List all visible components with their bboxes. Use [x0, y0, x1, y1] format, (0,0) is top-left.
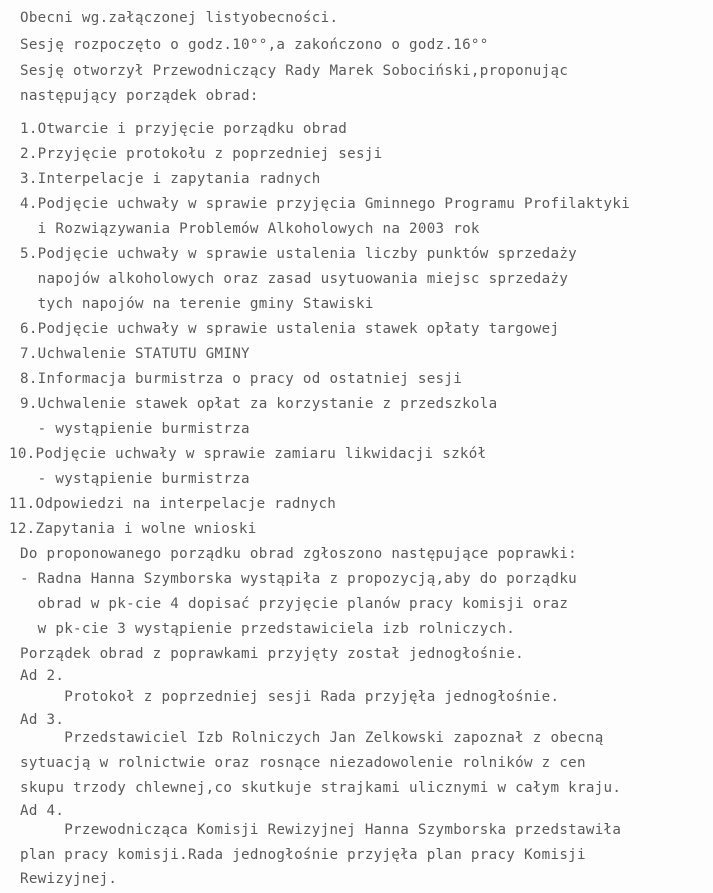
section-heading: Ad 4. — [20, 803, 65, 819]
agenda-item: 12.Zapytania i wolne wnioski — [9, 521, 257, 537]
text-line: Sesję rozpoczęto o godz.10°°,a zakończono o godz.16°° — [20, 37, 489, 53]
text-line: Przewodnicząca Komisji Rewizyjnej Hanna Szymborska przedstawiła — [20, 822, 622, 838]
text-line: skupu trzody chlewnej,co skutkuje strajkami ulicznymi w całym kraju. — [20, 780, 622, 796]
agenda-item: 10.Podjęcie uchwały w sprawie zamiaru likwidacji szkół — [9, 446, 487, 462]
agenda-item: tych napojów na terenie gminy Stawiski — [20, 296, 374, 312]
agenda-item: 6.Podjęcie uchwały w sprawie ustalenia stawek opłaty targowej — [20, 321, 560, 337]
text-line: - Radna Hanna Szymborska wystąpiła z propozycją,aby do porządku — [20, 571, 578, 587]
text-line: sytuacją w rolnictwie oraz rosnące niezadowolenie rolników z cen — [20, 755, 586, 771]
text-line: Przedstawiciel Izb Rolniczych Jan Zelkowski zapoznał z obecną — [20, 730, 604, 746]
section-heading: Ad 2. — [20, 668, 65, 684]
text-line: Protokoł z poprzedniej sesji Rada przyjęła jednogłośnie. — [20, 689, 560, 705]
agenda-item: 1.Otwarcie i przyjęcie porządku obrad — [20, 121, 348, 137]
agenda-item: 8.Informacja burmistrza o pracy od ostatniej sesji — [20, 371, 463, 387]
agenda-item: 11.Odpowiedzi na interpelacje radnych — [9, 496, 337, 512]
text-line: Porządek obrad z poprawkami przyjęty został jednogłośnie. — [20, 646, 524, 662]
agenda-item: 5.Podjęcie uchwały w sprawie ustalenia liczby punktów sprzedaży — [20, 246, 578, 262]
text-line: następujący porządek obrad: — [20, 88, 259, 104]
text-line: Sesję otworzył Przewodniczący Rady Marek Sobociński,proponując — [20, 63, 569, 79]
text-line: Do proponowanego porządku obrad zgłoszono następujące poprawki: — [20, 546, 578, 562]
agenda-item: 9.Uchwalenie stawek opłat za korzystanie z przedszkola — [20, 396, 498, 412]
text-line: Obecni wg.załączonej listyobecności. — [20, 10, 339, 26]
agenda-item: 3.Interpelacje i zapytania radnych — [20, 171, 321, 187]
section-heading: Ad 3. — [20, 712, 65, 728]
agenda-item: napojów alkoholowych oraz zasad usytuowania miejsc sprzedaży — [20, 271, 569, 287]
agenda-item: 7.Uchwalenie STATUTU GMINY — [20, 346, 250, 362]
agenda-item: 4.Podjęcie uchwały w sprawie przyjęcia Gminnego Programu Profilaktyki — [20, 196, 631, 212]
text-line: w pk-cie 3 wystąpienie przedstawiciela izb rolniczych. — [20, 621, 516, 637]
agenda-item: - wystąpienie burmistrza — [20, 471, 250, 487]
text-line: plan pracy komisji.Rada jednogłośnie przyjęła plan pracy Komisji — [20, 847, 586, 863]
text-line: obrad w pk-cie 4 dopisać przyjęcie planów pracy komisji oraz — [20, 596, 569, 612]
agenda-item: - wystąpienie burmistrza — [20, 421, 250, 437]
text-line: Rewizyjnej. — [20, 871, 118, 887]
agenda-item: 2.Przyjęcie protokołu z poprzedniej sesji — [20, 146, 383, 162]
agenda-item: i Rozwiązywania Problemów Alkoholowych na 2003 rok — [20, 221, 480, 237]
